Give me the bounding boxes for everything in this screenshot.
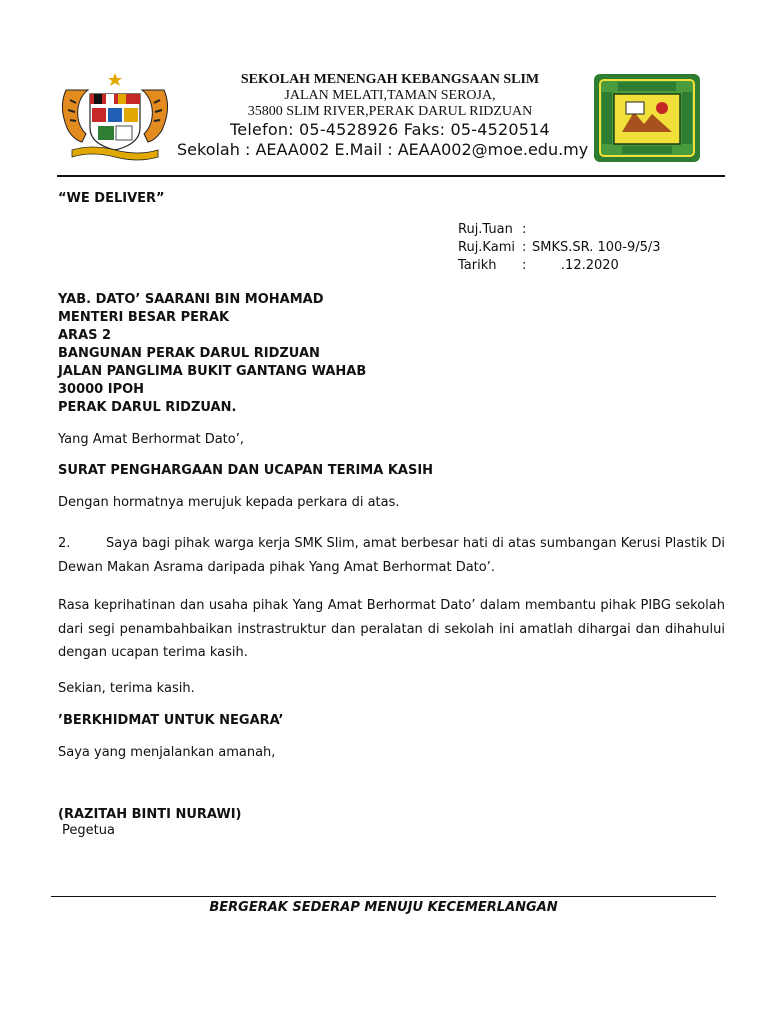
paragraph-3: Rasa keprihatinan dan usaha pihak Yang Amat Berhormat Dato’ dalam membantu pihak PIBG sekolah dari segi penambahbaikan instrastruktur dan peralatan di sekolah ini amatlah dihargai dan dihahului dengan ucapan terima kasih. bbox=[58, 598, 725, 660]
footer-tagline: BERGERAK SEDERAP MENUJU KECEMERLANGAN bbox=[209, 900, 558, 915]
salutation: Yang Amat Berhormat Dato’, bbox=[58, 432, 244, 447]
footer-divider bbox=[51, 896, 716, 897]
recipient-line: YAB. DATO’ SAARANI BIN MOHAMAD bbox=[58, 292, 324, 307]
your-reference-row bbox=[458, 221, 661, 239]
signer-name: (RAZITAH BINTI NURAWI) bbox=[58, 807, 242, 822]
paragraph-2-text: Saya bagi pihak warga kerja SMK Slim, amat berbesar hati di atas sumbangan Kerusi Plastik Di Dewan Makan Asrama daripada pihak Yang Amat Berhormat Dato’. bbox=[58, 536, 725, 575]
school-name: SEKOLAH MENENGAH KEBANGSAAN SLIM bbox=[240, 72, 540, 87]
address-line-1: JALAN MELATI,TAMAN SEROJA, bbox=[284, 88, 496, 103]
recipient-address bbox=[58, 291, 366, 417]
recipient-line: BANGUNAN PERAK DARUL RIDZUAN bbox=[58, 346, 320, 361]
date-label: Tarikh bbox=[458, 258, 497, 273]
our-ref-label: Ruj.Kami bbox=[458, 240, 515, 255]
signer-title: Pegetua bbox=[62, 823, 115, 838]
reference-block bbox=[458, 221, 661, 275]
paragraph-number: 2. bbox=[58, 536, 71, 551]
letter-subject: SURAT PENGHARGAAN DAN UCAPAN TERIMA KASIH bbox=[58, 463, 434, 478]
address-line-2: 35800 SLIM RIVER,PERAK DARUL RIDZUAN bbox=[247, 104, 533, 119]
paragraph-2 bbox=[58, 532, 725, 579]
closing-thanks: Sekian, terima kasih. bbox=[58, 681, 195, 696]
recipient-line: MENTERI BESAR PERAK bbox=[58, 310, 230, 325]
slogan: ’BERKHIDMAT UNTUK NEGARA’ bbox=[58, 713, 284, 728]
closing-trust: Saya yang menjalankan amanah, bbox=[58, 745, 276, 760]
recipient-line: ARAS 2 bbox=[58, 328, 112, 343]
paragraph-1: Dengan hormatnya merujuk kepada perkara di atas. bbox=[58, 495, 400, 510]
recipient-line: 30000 IPOH bbox=[58, 382, 145, 397]
date-row bbox=[458, 257, 661, 275]
phone-fax-line: Telefon: 05-4528926 Faks: 05-4520514 bbox=[230, 120, 550, 139]
our-reference-row bbox=[458, 239, 661, 257]
date-value: .12.2020 bbox=[532, 258, 619, 273]
our-ref-value: SMKS.SR. 100-9/5/3 bbox=[532, 240, 661, 255]
school-code-email-line: Sekolah : AEAA002 E.Mail : AEAA002@moe.edu.my bbox=[177, 140, 589, 159]
colon: : bbox=[522, 258, 527, 273]
your-ref-label: Ruj.Tuan bbox=[458, 222, 513, 237]
colon: : bbox=[522, 240, 527, 255]
recipient-line: JALAN PANGLIMA BUKIT GANTANG WAHAB bbox=[58, 364, 367, 379]
header-divider bbox=[57, 175, 725, 177]
motto: “WE DELIVER” bbox=[58, 191, 165, 206]
colon: : bbox=[522, 222, 527, 237]
recipient-line: PERAK DARUL RIDZUAN. bbox=[58, 400, 237, 415]
